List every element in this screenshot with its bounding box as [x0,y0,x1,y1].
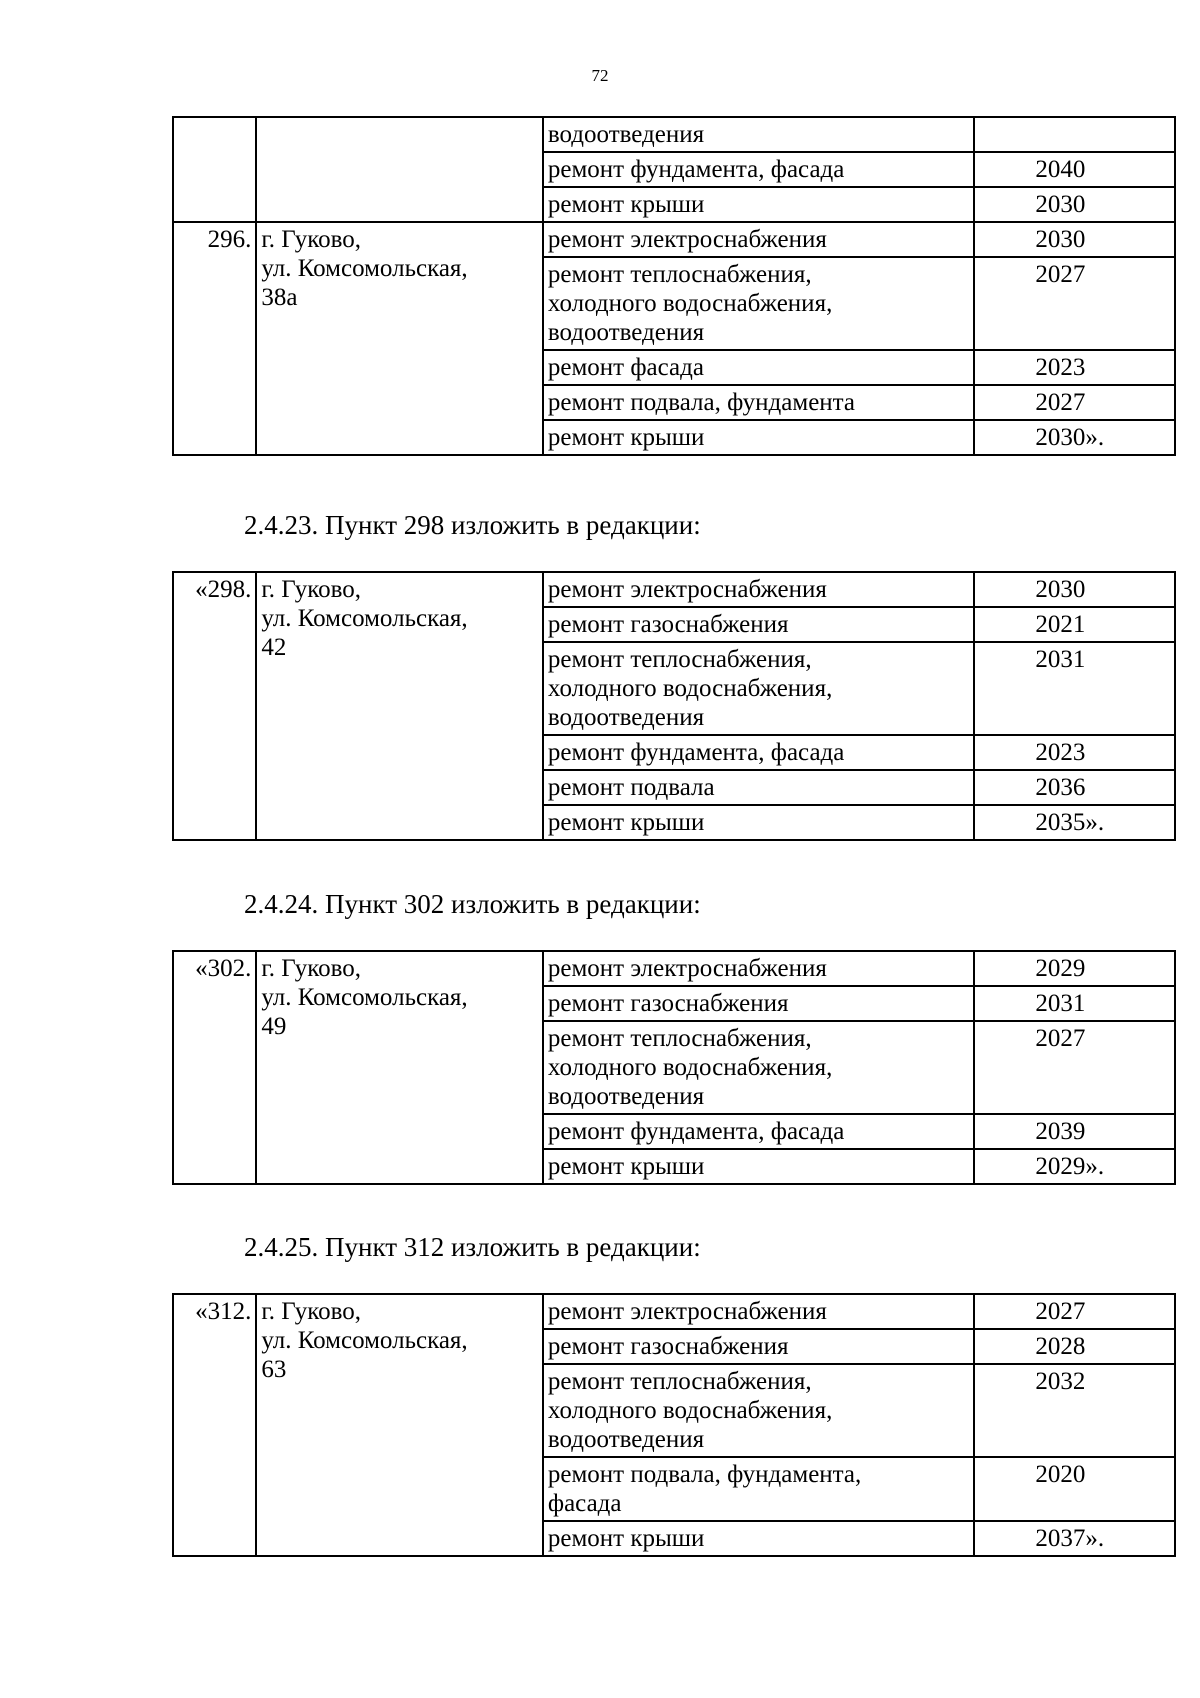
work-cell: ремонт фундамента, фасада [543,152,974,187]
year-cell: 2020 [974,1457,1175,1521]
year-cell: 2030 [974,222,1175,257]
work-cell: ремонт электроснабжения [543,951,974,986]
table-row [173,951,1175,986]
year-cell: 2028 [974,1329,1175,1364]
work-cell: ремонт электроснабжения [543,222,974,257]
year-cell: 2036 [974,770,1175,805]
table-row [173,572,1175,607]
work-cell: ремонт крыши [543,805,974,840]
year-cell: 2031 [974,986,1175,1021]
work-cell: ремонт крыши [543,1521,974,1556]
year-cell: 2030 [974,572,1175,607]
address-cell [256,117,543,222]
year-cell: 2027 [974,1021,1175,1114]
work-cell: ремонт крыши [543,420,974,455]
year-cell: 2027 [974,1294,1175,1329]
work-cell: ремонт газоснабжения [543,1329,974,1364]
section-heading-302: 2.4.24. Пункт 302 изложить в редакции: [244,889,701,919]
work-cell: ремонт крыши [543,1149,974,1184]
year-cell: 2039 [974,1114,1175,1149]
section-heading-312: 2.4.25. Пункт 312 изложить в редакции: [244,1232,701,1262]
table-row [173,117,1175,152]
work-cell: ремонт фундамента, фасада [543,1114,974,1149]
item-number: «312. [173,1294,256,1556]
year-cell: 2027 [974,385,1175,420]
year-cell: 2021 [974,607,1175,642]
table-item-296 [172,116,1176,456]
year-cell: 2037». [974,1521,1175,1556]
table-row [173,222,1175,257]
year-cell: 2029 [974,951,1175,986]
work-cell: ремонт фасада [543,350,974,385]
work-cell: ремонт теплоснабжения, холодного водоснабжения, водоотведения [543,642,974,735]
year-cell: 2027 [974,257,1175,350]
work-cell: ремонт подвала [543,770,974,805]
work-cell: ремонт электроснабжения [543,572,974,607]
page-number: 72 [591,66,609,85]
work-cell: ремонт теплоснабжения, холодного водоснабжения, водоотведения [543,257,974,350]
year-cell [974,117,1175,152]
year-cell: 2040 [974,152,1175,187]
year-cell: 2030 [974,187,1175,222]
year-cell: 2023 [974,735,1175,770]
year-cell: 2031 [974,642,1175,735]
number-cell [173,117,256,222]
address-cell: г. Гуково, ул. Комсомольская, 38а [256,222,543,455]
section-heading-298: 2.4.23. Пункт 298 изложить в редакции: [244,510,701,540]
work-cell: ремонт газоснабжения [543,607,974,642]
table-row [173,1294,1175,1329]
item-number: «302. [173,951,256,1184]
work-cell: ремонт теплоснабжения, холодного водоснабжения, водоотведения [543,1364,974,1457]
item-number: 296. [173,222,256,455]
work-cell: ремонт электроснабжения [543,1294,974,1329]
work-cell: ремонт подвала, фундамента [543,385,974,420]
address-cell: г. Гуково, ул. Комсомольская, 49 [256,951,543,1184]
item-number: «298. [173,572,256,840]
year-cell: 2035». [974,805,1175,840]
address-cell: г. Гуково, ул. Комсомольская, 42 [256,572,543,840]
work-cell: ремонт фундамента, фасада [543,735,974,770]
table-item-298 [172,571,1176,841]
year-cell: 2032 [974,1364,1175,1457]
year-cell: 2023 [974,350,1175,385]
table-item-302 [172,950,1176,1185]
work-cell: водоотведения [543,117,974,152]
table-item-312 [172,1293,1176,1557]
year-cell: 2030». [974,420,1175,455]
year-cell: 2029». [974,1149,1175,1184]
work-cell: ремонт крыши [543,187,974,222]
address-cell: г. Гуково, ул. Комсомольская, 63 [256,1294,543,1556]
work-cell: ремонт газоснабжения [543,986,974,1021]
work-cell: ремонт подвала, фундамента, фасада [543,1457,974,1521]
work-cell: ремонт теплоснабжения, холодного водоснабжения, водоотведения [543,1021,974,1114]
